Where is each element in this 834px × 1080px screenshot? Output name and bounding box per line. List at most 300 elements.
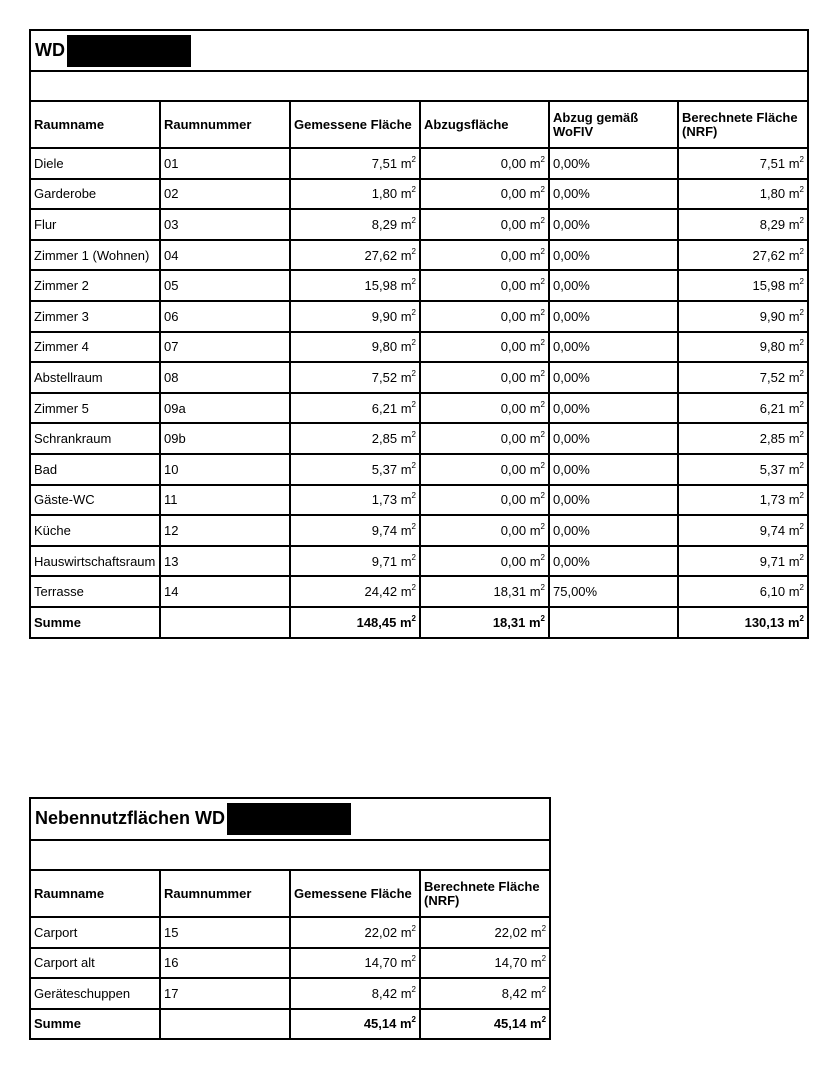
- deduction-percent: [549, 179, 678, 210]
- room-name: [30, 423, 160, 454]
- measured-area: [290, 546, 420, 577]
- deduction-percent: [549, 546, 678, 577]
- table-row: [30, 209, 808, 240]
- deduction-percent-value: 0,00%: [553, 431, 590, 447]
- unit-label: $m^2$: [400, 277, 416, 294]
- header-row: [30, 101, 808, 148]
- room-name: [30, 515, 160, 546]
- computed-area-value: 9,74: [759, 522, 786, 538]
- room-name: [30, 362, 160, 393]
- deduction-percent-value: 0,00%: [553, 247, 590, 263]
- sum-empty: [549, 607, 678, 638]
- room-number: [160, 576, 290, 607]
- measured-area-value: 6,21: [371, 400, 398, 416]
- room-name: [30, 393, 160, 424]
- deduction-percent: [549, 148, 678, 179]
- computed-area-value: 27,62: [752, 247, 786, 263]
- measured-area-value: 9,71: [371, 553, 398, 569]
- unit-label: $m^2$: [400, 984, 416, 1001]
- room-number: [160, 148, 290, 179]
- room-number-value: 04: [164, 247, 179, 263]
- measured-area: [290, 948, 420, 979]
- room-number-value: 14: [164, 584, 179, 600]
- unit-label: $m^2$: [400, 307, 416, 324]
- table-row: [30, 485, 808, 516]
- unit-label: $m^2$: [400, 430, 416, 447]
- unit-label: $m^2$: [400, 338, 416, 355]
- deduction-percent-value: 0,00%: [553, 461, 590, 477]
- computed-area-value: 9,71: [759, 553, 786, 569]
- measured-area: [290, 978, 420, 1009]
- room-number: [160, 209, 290, 240]
- header-cell: Abzug gemäß WoFIV: [549, 101, 678, 148]
- sum-computed-value: 45,14: [493, 1016, 527, 1032]
- computed-area-value: 6,10: [759, 584, 786, 600]
- room-name-value: Zimmer 3: [34, 308, 89, 324]
- table-row: [30, 948, 550, 979]
- table-row: [30, 240, 808, 271]
- room-number-value: 11: [164, 492, 178, 508]
- computed-area: [678, 454, 808, 485]
- room-number-value: 02: [164, 186, 179, 202]
- sum-deduction: [420, 607, 549, 638]
- unit-label: $m^2$: [400, 491, 416, 508]
- deduction-area-value: 0,00: [500, 278, 527, 294]
- unit-label: $m^2$: [788, 246, 804, 263]
- measured-area-value: 15,98: [364, 278, 398, 294]
- room-name: [30, 454, 160, 485]
- unit-label: $m^2$: [400, 368, 416, 385]
- unit-label: $m^2$: [529, 552, 545, 569]
- room-name-value: Schrankraum: [34, 431, 112, 447]
- deduction-area: [420, 454, 549, 485]
- deduction-area-value: 0,00: [500, 369, 527, 385]
- title-text: WD: [35, 39, 65, 60]
- room-number-value: 17: [164, 985, 179, 1001]
- unit-label: $m^2$: [400, 246, 416, 263]
- table-row: [30, 515, 808, 546]
- room-number: [160, 179, 290, 210]
- unit-label: $m^2$: [400, 583, 416, 600]
- header-cell: Gemessene Fläche: [290, 101, 420, 148]
- computed-area: [420, 978, 550, 1009]
- room-number-value: 09b: [164, 431, 186, 447]
- deduction-area: [420, 179, 549, 210]
- measured-area: [290, 917, 420, 948]
- deduction-area-value: 0,00: [500, 186, 527, 202]
- sum-computed: [678, 607, 808, 638]
- deduction-area-value: 0,00: [500, 461, 527, 477]
- unit-label: $m^2$: [788, 430, 804, 447]
- room-name-value: Carport: [34, 924, 78, 940]
- measured-area: [290, 454, 420, 485]
- room-name-value: Zimmer 5: [34, 400, 89, 416]
- room-number: [160, 546, 290, 577]
- computed-area: [678, 423, 808, 454]
- unit-label: $m^2$: [400, 521, 416, 538]
- deduction-percent-value: 0,00%: [553, 492, 590, 508]
- table-row: [30, 917, 550, 948]
- room-number: [160, 917, 290, 948]
- room-name: [30, 240, 160, 271]
- room-name: [30, 148, 160, 179]
- measured-area-value: 7,51: [371, 155, 398, 171]
- secondary-area-table: [29, 797, 551, 1040]
- unit-label: $m^2$: [787, 613, 804, 630]
- measured-area-value: 24,42: [364, 584, 398, 600]
- room-name-value: Zimmer 4: [34, 339, 89, 355]
- room-name-value: Geräteschuppen: [34, 985, 131, 1001]
- deduction-area-value: 0,00: [500, 155, 527, 171]
- deduction-percent: [549, 576, 678, 607]
- measured-area: [290, 301, 420, 332]
- deduction-area-value: 0,00: [500, 216, 527, 232]
- deduction-percent-value: 0,00%: [553, 278, 590, 294]
- computed-area: [420, 948, 550, 979]
- deduction-percent: [549, 209, 678, 240]
- deduction-area-value: 0,00: [500, 308, 527, 324]
- table-row: [30, 393, 808, 424]
- deduction-percent: [549, 515, 678, 546]
- unit-label: $m^2$: [400, 399, 416, 416]
- measured-area: [290, 515, 420, 546]
- deduction-area: [420, 423, 549, 454]
- deduction-percent-value: 75,00%: [553, 584, 598, 600]
- computed-area-value: 2,85: [759, 431, 786, 447]
- deduction-area: [420, 576, 549, 607]
- room-name-value: Flur: [34, 216, 57, 232]
- room-name-value: Hauswirtschaftsraum: [34, 553, 156, 569]
- room-number: [160, 301, 290, 332]
- unit-label: $m^2$: [530, 1015, 547, 1032]
- room-number: [160, 240, 290, 271]
- room-number: [160, 948, 290, 979]
- room-name-value: Zimmer 1 (Wohnen): [34, 247, 150, 263]
- deduction-area: [420, 546, 549, 577]
- table-row: [30, 454, 808, 485]
- computed-area-value: 9,80: [759, 339, 786, 355]
- computed-area: [678, 332, 808, 363]
- sum-deduction-value: 18,31: [492, 614, 526, 630]
- measured-area-value: 27,62: [364, 247, 398, 263]
- unit-label: $m^2$: [788, 215, 804, 232]
- header-cell: Abzugsfläche: [420, 101, 549, 148]
- room-name-value: Bad: [34, 461, 58, 477]
- empty-row: [30, 71, 808, 101]
- deduction-area: [420, 362, 549, 393]
- room-name-value: Garderobe: [34, 186, 97, 202]
- room-number: [160, 362, 290, 393]
- table-row: [30, 546, 808, 577]
- room-number-value: 09a: [164, 400, 186, 416]
- room-name: [30, 948, 160, 979]
- header-cell: Berechnete Fläche (NRF): [420, 870, 550, 917]
- table-row: [30, 179, 808, 210]
- table-row: [30, 576, 808, 607]
- measured-area-value: 14,70: [364, 955, 398, 971]
- unit-label: $m^2$: [788, 521, 804, 538]
- deduction-area-value: 0,00: [500, 553, 527, 569]
- deduction-percent-value: 0,00%: [553, 216, 590, 232]
- room-number-value: 03: [164, 216, 179, 232]
- room-name-value: Zimmer 2: [34, 278, 89, 294]
- computed-area: [678, 515, 808, 546]
- room-number-value: 12: [164, 522, 179, 538]
- sum-label-value: Summe: [34, 614, 81, 630]
- room-name: [30, 485, 160, 516]
- deduction-area: [420, 240, 549, 271]
- sum-measured-value: 45,14: [363, 1016, 397, 1032]
- room-name: [30, 179, 160, 210]
- unit-label: $m^2$: [788, 460, 804, 477]
- computed-area-value: 8,42: [501, 985, 528, 1001]
- deduction-area-value: 0,00: [500, 400, 527, 416]
- deduction-area-value: 0,00: [500, 522, 527, 538]
- deduction-percent: [549, 362, 678, 393]
- measured-area: [290, 148, 420, 179]
- unit-label: $m^2$: [400, 154, 416, 171]
- header-cell: Berechnete Fläche (NRF): [678, 101, 808, 148]
- measured-area-value: 2,85: [371, 431, 398, 447]
- unit-label: $m^2$: [529, 215, 545, 232]
- measured-area: [290, 332, 420, 363]
- unit-label: $m^2$: [788, 307, 804, 324]
- unit-label: $m^2$: [400, 923, 416, 940]
- computed-area-value: 6,21: [759, 400, 786, 416]
- room-area-table: [29, 29, 809, 639]
- unit-label: $m^2$: [529, 307, 545, 324]
- sum-label: [30, 607, 160, 638]
- measured-area: [290, 179, 420, 210]
- room-name-value: Terrasse: [34, 584, 84, 600]
- room-number: [160, 978, 290, 1009]
- measured-area-value: 9,74: [371, 522, 398, 538]
- unit-label: $m^2$: [399, 1015, 416, 1032]
- deduction-percent-value: 0,00%: [553, 308, 590, 324]
- computed-area: [678, 179, 808, 210]
- table-title: [30, 30, 808, 71]
- room-name: [30, 978, 160, 1009]
- computed-area: [678, 270, 808, 301]
- deduction-area-value: 18,31: [493, 584, 527, 600]
- unit-label: $m^2$: [529, 430, 545, 447]
- unit-label: $m^2$: [400, 215, 416, 232]
- deduction-percent: [549, 423, 678, 454]
- table-row: [30, 270, 808, 301]
- measured-area-value: 22,02: [364, 924, 398, 940]
- deduction-percent: [549, 240, 678, 271]
- measured-area-value: 1,73: [371, 492, 398, 508]
- redaction-bar: [227, 803, 351, 835]
- deduction-percent-value: 0,00%: [553, 553, 590, 569]
- room-number-value: 05: [164, 278, 179, 294]
- computed-area: [678, 546, 808, 577]
- room-number-value: 10: [164, 461, 179, 477]
- title-text: Nebennutzflächen WD: [35, 807, 226, 828]
- computed-area: [420, 917, 550, 948]
- unit-label: $m^2$: [529, 368, 545, 385]
- sum-label: [30, 1009, 160, 1040]
- unit-label: $m^2$: [400, 552, 416, 569]
- table-row: [30, 148, 808, 179]
- unit-label: $m^2$: [788, 368, 804, 385]
- measured-area-value: 1,80: [371, 186, 398, 202]
- header-cell: Raumname: [30, 101, 160, 148]
- deduction-percent-value: 0,00%: [553, 369, 590, 385]
- deduction-area: [420, 515, 549, 546]
- unit-label: $m^2$: [530, 984, 547, 1001]
- header-cell: Gemessene Fläche: [290, 870, 420, 917]
- table-row: [30, 301, 808, 332]
- table-row: [30, 423, 808, 454]
- unit-label: $m^2$: [530, 954, 547, 971]
- unit-label: $m^2$: [788, 491, 804, 508]
- deduction-area: [420, 209, 549, 240]
- computed-area: [678, 393, 808, 424]
- room-number: [160, 270, 290, 301]
- deduction-percent-value: 0,00%: [553, 339, 590, 355]
- room-number: [160, 393, 290, 424]
- unit-label: $m^2$: [529, 338, 545, 355]
- computed-area: [678, 485, 808, 516]
- measured-area: [290, 270, 420, 301]
- sum-row: [30, 607, 808, 638]
- deduction-area-value: 0,00: [500, 339, 527, 355]
- computed-area-value: 7,51: [759, 155, 786, 171]
- redaction-bar: [67, 35, 191, 67]
- room-number: [160, 515, 290, 546]
- room-number-value: 06: [164, 308, 179, 324]
- deduction-percent: [549, 485, 678, 516]
- sum-measured: [290, 607, 420, 638]
- deduction-percent-value: 0,00%: [553, 155, 590, 171]
- unit-label: $m^2$: [528, 613, 545, 630]
- deduction-percent: [549, 393, 678, 424]
- computed-area-value: 9,90: [759, 308, 786, 324]
- measured-area: [290, 576, 420, 607]
- measured-area-value: 5,37: [371, 461, 398, 477]
- room-name: [30, 917, 160, 948]
- unit-label: $m^2$: [788, 277, 804, 294]
- computed-area: [678, 209, 808, 240]
- deduction-area: [420, 393, 549, 424]
- unit-label: $m^2$: [530, 923, 547, 940]
- measured-area: [290, 485, 420, 516]
- unit-label: $m^2$: [400, 460, 416, 477]
- room-number: [160, 485, 290, 516]
- deduction-area: [420, 332, 549, 363]
- computed-area-value: 14,70: [494, 955, 528, 971]
- table-row: [30, 332, 808, 363]
- room-name-value: Carport alt: [34, 955, 95, 971]
- unit-label: $m^2$: [529, 277, 545, 294]
- sum-empty: [160, 1009, 290, 1040]
- unit-label: $m^2$: [529, 460, 545, 477]
- computed-area-value: 15,98: [752, 278, 786, 294]
- room-name-value: Küche: [34, 522, 71, 538]
- sum-measured-value: 148,45: [356, 614, 397, 630]
- sum-measured: [290, 1009, 420, 1040]
- measured-area: [290, 209, 420, 240]
- room-number-value: 01: [164, 155, 179, 171]
- unit-label: $m^2$: [400, 954, 416, 971]
- unit-label: $m^2$: [529, 521, 545, 538]
- computed-area-value: 7,52: [759, 369, 786, 385]
- room-number: [160, 454, 290, 485]
- unit-label: $m^2$: [788, 185, 804, 202]
- header-cell: Raumnummer: [160, 101, 290, 148]
- unit-label: $m^2$: [788, 399, 804, 416]
- deduction-area: [420, 270, 549, 301]
- unit-label: $m^2$: [788, 583, 804, 600]
- sum-empty: [160, 607, 290, 638]
- room-name-value: Diele: [34, 155, 64, 171]
- room-name: [30, 546, 160, 577]
- header-row: [30, 870, 550, 917]
- deduction-area-value: 0,00: [500, 492, 527, 508]
- room-number-value: 08: [164, 369, 179, 385]
- deduction-percent-value: 0,00%: [553, 522, 590, 538]
- computed-area-value: 22,02: [494, 924, 528, 940]
- computed-area-value: 1,73: [759, 492, 786, 508]
- deduction-area: [420, 485, 549, 516]
- room-name: [30, 576, 160, 607]
- computed-area-value: 5,37: [759, 461, 786, 477]
- measured-area: [290, 393, 420, 424]
- deduction-area: [420, 301, 549, 332]
- unit-label: $m^2$: [788, 552, 804, 569]
- room-number: [160, 332, 290, 363]
- measured-area: [290, 240, 420, 271]
- table-title: [30, 798, 550, 840]
- measured-area: [290, 362, 420, 393]
- computed-area: [678, 148, 808, 179]
- unit-label: $m^2$: [529, 399, 545, 416]
- header-cell: Raumnummer: [160, 870, 290, 917]
- measured-area-value: 9,80: [371, 339, 398, 355]
- room-number-value: 13: [164, 553, 179, 569]
- deduction-percent: [549, 454, 678, 485]
- deduction-percent: [549, 332, 678, 363]
- deduction-percent-value: 0,00%: [553, 186, 590, 202]
- room-name: [30, 270, 160, 301]
- unit-label: $m^2$: [529, 583, 545, 600]
- deduction-percent: [549, 301, 678, 332]
- unit-label: $m^2$: [529, 491, 545, 508]
- measured-area-value: 7,52: [371, 369, 398, 385]
- room-number: [160, 423, 290, 454]
- room-name-value: Gäste-WC: [34, 492, 95, 508]
- sum-label-value: Summe: [34, 1016, 81, 1032]
- computed-area: [678, 362, 808, 393]
- room-name: [30, 209, 160, 240]
- unit-label: $m^2$: [788, 338, 804, 355]
- deduction-percent-value: 0,00%: [553, 400, 590, 416]
- computed-area: [678, 576, 808, 607]
- measured-area-value: 8,42: [371, 985, 398, 1001]
- unit-label: $m^2$: [788, 154, 804, 171]
- header-cell: Raumname: [30, 870, 160, 917]
- unit-label: $m^2$: [399, 613, 416, 630]
- room-name: [30, 332, 160, 363]
- deduction-percent: [549, 270, 678, 301]
- empty-row: [30, 840, 550, 870]
- deduction-area: [420, 148, 549, 179]
- table-row: [30, 362, 808, 393]
- measured-area-value: 9,90: [371, 308, 398, 324]
- deduction-area-value: 0,00: [500, 247, 527, 263]
- deduction-area-value: 0,00: [500, 431, 527, 447]
